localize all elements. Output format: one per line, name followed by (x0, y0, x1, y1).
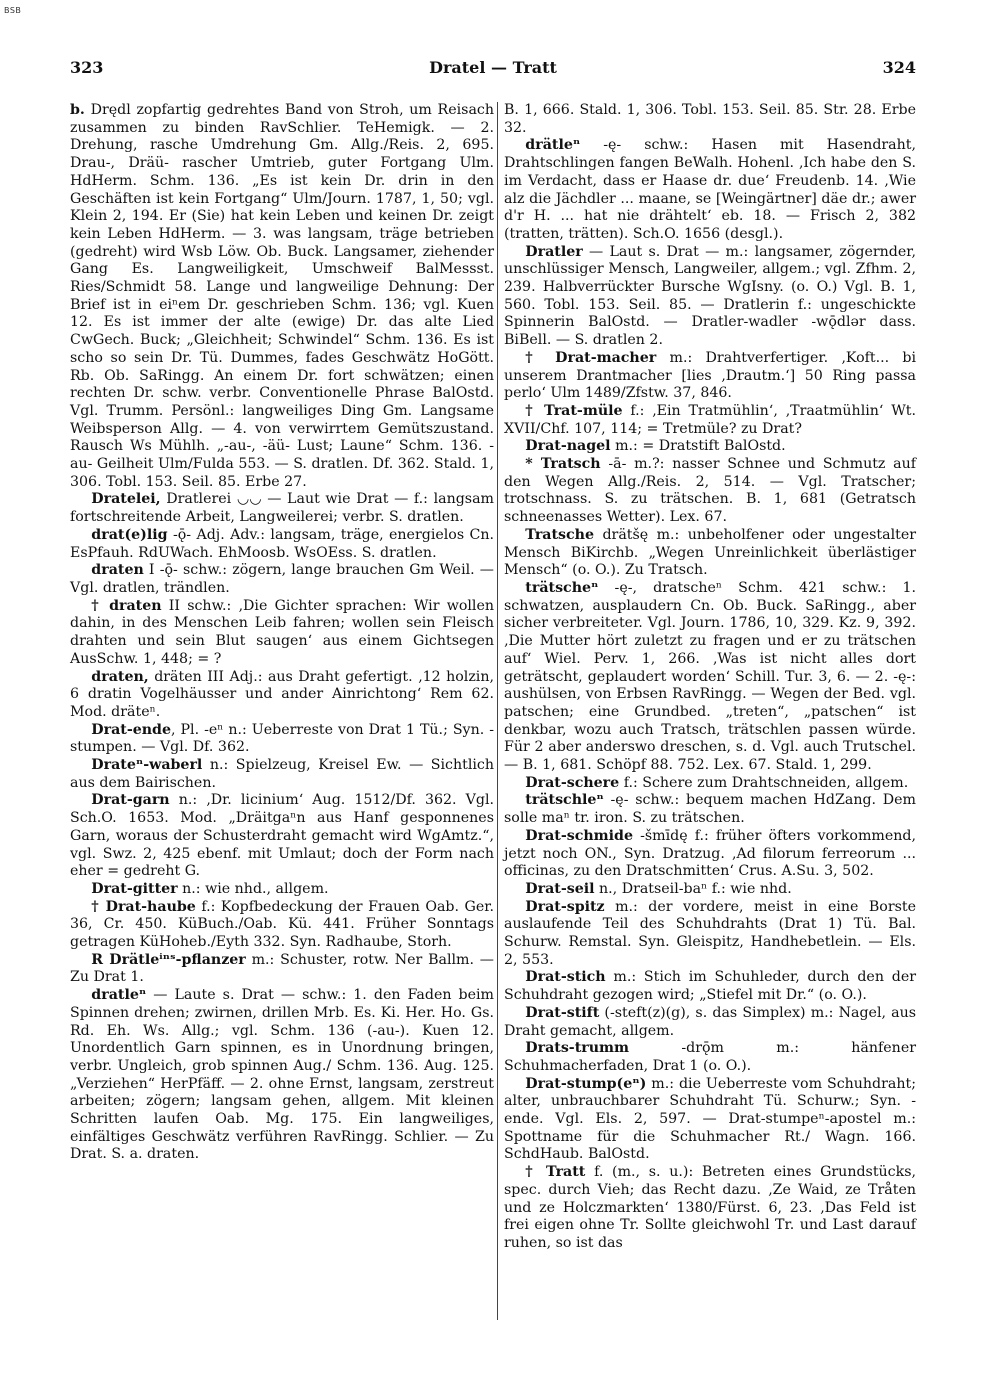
entry-text: -ā- m.?: nasser Schnee und Schmutz auf den Wegen Allg./Reis. 2, 514. — Vgl. Tratscher; trotschnass. S. zu trätschen. B. 1, 681 (Getratsch schneenasses Wetter). Lex. 67. (504, 456, 916, 526)
entry-headword: R Drätleⁱⁿˢ-pflanzer (91, 951, 246, 968)
entry-text: I -ǭ- schw.: zögern, lange brauchen Gm Weil. — Vgl. dratlen, trändlen. (70, 562, 494, 596)
entry-headword: Drat-nagel (525, 438, 611, 455)
dictionary-entry (504, 828, 916, 881)
entry-headword: draten (91, 562, 144, 579)
entry-headword: Drat-schmide (525, 827, 633, 844)
dictionary-entry (504, 456, 916, 527)
dictionary-entry (70, 881, 494, 899)
entry-headword: Tratsche (525, 526, 595, 543)
entry-text: -drǭm m.: hänfener Schuhmacherfaden, Drat 1 (o. O.). (504, 1040, 916, 1074)
dictionary-entry (504, 137, 916, 243)
entry-headword: trätscheⁿ (525, 579, 599, 596)
dictionary-entry (504, 244, 916, 350)
entry-text: drätšę m.: unbeholfener oder ungestalter Mensch BiKirchb. „Wegen Unreinlichkeit überlästiger Mensch“ (o. O.). Zu Tratsch. (504, 526, 916, 579)
entry-headword: Dratelei, (91, 491, 161, 508)
entry-text: B. 1, 666. Stald. 1, 306. Tobl. 153. Seil. 85. Str. 28. Erbe 32. (504, 102, 916, 136)
right-page-number: 324 (882, 58, 916, 77)
dictionary-entry (70, 757, 494, 792)
column-divider (497, 102, 498, 1320)
dictionary-entry (70, 598, 494, 669)
entry-text: m.: Schuster, rotw. Ner Ballm. — Zu Drat 1. (70, 951, 494, 986)
entry-headword: trätschleⁿ (525, 792, 604, 809)
entry-headword: Dratler (525, 243, 583, 260)
entry-text: n., Dratseil-baⁿ f.: wie nhd. (594, 880, 792, 897)
entry-text: -ę-, dratscheⁿ Schm. 421 schw.: 1. schwatzen, ausplaudern Cn. Ob. Buck. SaRingg., aber sicher verbreiteter. Vgl. Journ. 1786, 10, 329. Kz. 9, 392. ‚Die Mutter hört zuletzt zu fragen und er zu trätschen auf‘ Wiel. Perv. 1, 266. ‚Was ist nicht alles dort geträtscht, geplaudert worden‘ Schill. Tur. 3, 6. — 2. -ę-: aushülsen, von Erbsen RavRingg. — Wegen der Bed. vgl. patschen; eine Grundbed. „treten“, „patschen“ ist denkbar, wozu auch Tratsch, trätschlen passen würde. Für 2 aber anderswo dreschen, s. d. Vgl. auch Trutschel. — B. 1, 681. Schöpf 88. 752. Lex. 67. Stald. 1, 299. (504, 579, 916, 774)
running-title: Dratel — Tratt (429, 58, 557, 77)
entry-text: m.: die Ueberreste vom Schuhdraht; alter, unbrauchbarer Schuhdraht Tü. Schurw.; Syn. -ende. Vgl. Els. 2, 597. — Drat-stumpeⁿ-apostel m.: Spottname für die Schuhmacher Rt./ Wagn. 166. SchdHaub. BalOstd. (504, 1075, 916, 1163)
entry-text: -ǭ- Adj. Adv.: langsam, träge, energielos Cn. EsPfauh. RdUWach. EhMoosb. WsOEss. S. dratlen. (70, 526, 494, 561)
page-header (70, 58, 916, 84)
entry-headword: dratleⁿ (91, 987, 147, 1004)
entry-text: II schw.: ‚Die Gichter sprachen: Wir wollen dahin, in des Menschen Leib fahren; wollen sein Fleisch drahten und sein Blut saugen‘ aus einem Gichtsegen AusSchw. 1, 448; = ? (70, 597, 494, 667)
dictionary-entry (504, 1005, 916, 1040)
dictionary-entry (504, 899, 916, 970)
entry-headword: Drat-stift (525, 1004, 600, 1021)
dictionary-entry (70, 491, 494, 526)
entry-headword: † Drat-macher (525, 349, 657, 366)
entry-text: m.: Drahtverfertiger. ‚Koft... bi unserem Drantmacher [lies ‚Drautm.‘] 50 Ring passa perlo‘ Ulm 1489/Zfstw. 37, 846. (504, 349, 916, 402)
entry-headword: draten, (91, 668, 149, 685)
entry-text: — Laute s. Drat — schw.: 1. den Faden beim Spinnen drehen; zwirnen, drillen Mrb. Es. Ki. Her. Ho. Gs. Rd. Eh. Ws. Allg.; vgl. Schm. 136 (-au-). Kuen 12. Unordentlich Garn spinnen, es in Unordnung bringen, verbr. Ungleich, grob spinnen Aug./ Schm. 136. Aug. 125. „Verziehen“ HerPfäff. — 2. ohne Ernst, langsam, zerstreut arbeiten; zögern; langsam gehen, allgem. Mit kleinen Schritten laufen Oab. Mg. 175. Ein langweiliges, einfältiges Geschwätz verführen RavRingg. Schlier. — Zu Drat. S. a. draten. (70, 987, 494, 1163)
dictionary-entry (70, 102, 494, 491)
entry-headword: Drat-gitter (91, 880, 178, 897)
entry-text: m.: der vordere, meist in eine Borste auslaufende Teil des Schuhdrahts (Drat 1) Tü. Bal. Schurw. Remstal. Syn. Gleispitz, Handhebetlein. — Els. 2, 553. (504, 898, 916, 968)
dictionary-entry (70, 987, 494, 1164)
dictionary-entry (504, 881, 916, 899)
entry-text: Drędl zopfartig gedrehtes Band von Stroh, um Reisach zusammen zu binden RavSchlier. TeHemigk. — 2. Drehung, rasche Umdrehung Gm. Allg./Reis. 2, 695. Drau-, Dräü- rascher Umtrieb, guter Fortgang Ulm. HdHerm. Schm. 136. „Es ist kein Dr. drin in den Geschäften ist kein Fortgang“ Ulm/Journ. 1787, 1, 50; vgl. Klein 2, 194. Er (Sie) hat kein Leben und keinen Dr. zeigt kein Leben HdHerm. — 3. was langsam, träge betrieben (gedreht) wird Wsb Löw. Ob. Buck. Langsamer, ziehender Gang Es. Langweiligkeit, Umschweif BalMessst. Ries/Schmidt 58. Lange und langweilige Dehnung: Der Brief ist in eiⁿem Dr. geschrieben Schm. 136; vgl. Kuen 12. Es ist immer der alte (ewige) Dr. das alte Lied CwGech. Buck; „Gleichheit; Schwindel“ Schm. 136. Es ist scho so sein Dr. Tü. Dummes, fades Geschwätz HoGött. Rb. Ob. SaRingg. An einem Dr. fort schwätzen; einen rechten Dr. schw. verbr. Conventionelle Phrase BalOstd. Vgl. Trumm. Persönl.: langweiliges Ding Gm. Langsame Weibsperson Allg. — 4. von verwirrtem Gemütszustand. Rausch Ws Mühlh. „-au-, -äü- Lust; Laune“ Schm. 136. -au- Geilheit Ulm/Fulda 553. — S. dratlen. Df. 362. Stald. 1, 306. Tobl. 153. Seil. 85. Erbe 27. (70, 102, 494, 490)
dictionary-entry (504, 527, 916, 580)
entry-text: , Pl. -eⁿ n.: Ueberreste von Drat 1 Tü.; Syn. -stumpen. — Vgl. Df. 362. (70, 721, 494, 756)
dictionary-entry (504, 1040, 916, 1075)
entry-text: n.: Spielzeug, Kreisel Ew. — Sichtlich aus dem Bairischen. (70, 757, 494, 791)
entry-headword: b. (70, 102, 85, 118)
dictionary-entry (70, 562, 494, 597)
entry-headword: Drat-seil (525, 880, 595, 897)
entry-text: n.: wie nhd., allgem. (177, 880, 329, 897)
dictionary-entry (504, 1164, 916, 1253)
entry-headword: Drat-stich (525, 969, 606, 986)
entry-headword: drätleⁿ (525, 137, 581, 154)
entry-text: — Laut s. Drat — m.: langsamer, zögernder, unschlüssiger Mensch, Langweiler, allgem.; vgl. Zfhm. 2, 239. Halbverrückter Bursche WgIsny. (o. O.) Vgl. B. 1, 560. Tobl. 153. Seil. 85. — Dratlerin f.: ungeschickte Spinnerin BalOstd. — Dratler-wadler -wǭdlər dass. BiBell. — S. dratlen 2. (504, 243, 916, 349)
entry-headword: Drateⁿ-waberl (91, 757, 203, 774)
dictionary-entry (70, 527, 494, 562)
dictionary-entry (504, 102, 916, 137)
entry-text: Dratlerei ◡◡ — Laut wie Drat — f.: langsam fortschreitende Arbeit, Langweilerei; verbr. S. dratlen. (70, 491, 494, 526)
dictionary-entry (504, 438, 916, 456)
dictionary-entry (504, 350, 916, 403)
entry-text: -ę- schw.: bequem machen HdZang. Dem solle maⁿ tr. iron. S. zu trätschen. (504, 792, 916, 827)
entry-text: f.: Kopfbedeckung der Frauen Oab. Ger. 36, Cr. 450. KüBuch./Oab. Kü. 441. Früher Sonntags getragen KüHoheb./Eyth 332. Syn. Radhaube, Storh. (70, 898, 494, 951)
entry-headword: * Tratsch (525, 456, 601, 473)
dictionary-entry (504, 792, 916, 827)
entry-text: f. (m., s. u.): Betreten eines Grundstücks, spec. durch Vieh; das Recht dazu. ‚Ze Waid, ze Tråten und ze Holczmarkten‘ 1380/Fürst. 6, 23. ‚Das Feld ist frei eigen ohne Tr. Sollte gleichwohl Tr. und Last darauf ruhen, so ist das (504, 1164, 916, 1251)
entry-headword: drat(e)lig (91, 526, 168, 543)
entry-headword: Drat-ende (91, 721, 171, 738)
entry-headword: Drat-schere (525, 774, 620, 791)
dictionary-entry (70, 669, 494, 722)
left-column (70, 102, 494, 1164)
entry-text: -šmīdę f.: früher öfters vorkommend, jetzt noch ON., Syn. Dratzug. ‚Ad filorum ferreorum ... officinas, zu den Dratschmitten‘ Crus. A.Su. 3, 502. (504, 827, 916, 880)
entry-headword: Drat-garn (91, 792, 170, 809)
entry-text: f.: ‚Ein Tratmühlin‘, ‚Traatmühlin‘ Wt. XVII/Chf. 107, 114; = Tretmüle? zu Drat? (504, 402, 916, 437)
entry-headword: † Drat-haube (91, 898, 196, 915)
entry-text: m.: = Dratstift BalOstd. (610, 438, 786, 455)
entry-headword: † Trat-müle (525, 402, 623, 419)
dictionary-entry (504, 775, 916, 793)
dictionary-entry (70, 722, 494, 757)
right-column (504, 102, 916, 1253)
entry-headword: Drat-stump(eⁿ) (525, 1075, 647, 1092)
entry-headword: Drats-trumm (525, 1040, 630, 1057)
entry-headword: † Tratt (525, 1164, 586, 1181)
dictionary-entry (504, 580, 916, 775)
dictionary-entry (504, 1076, 916, 1165)
entry-headword: † draten (91, 597, 162, 614)
entry-headword: Drat-spitz (525, 898, 605, 915)
dictionary-entry (70, 792, 494, 881)
entry-text: (-steft(z)(g), s. das Simplex) m.: Nagel, aus Draht gemacht, allgem. (504, 1004, 916, 1039)
left-page-number: 323 (70, 58, 104, 77)
dictionary-entry (70, 899, 494, 952)
entry-text: m.: Stich im Schuhleder, durch den der Schuhdraht gezogen wird; „Stiefel mit Dr.“ (o. O.). (504, 969, 916, 1004)
dictionary-entry (504, 969, 916, 1004)
entry-text: -ę- schw.: Hasen mit Hasendraht, Drahtschlingen fangen BeWalh. Hohenl. ‚Ich habe den S. im Verdacht, dass er Haase dr. due‘ Freudenb. 14. ‚Wie alz die Jächdler ... maane, se [Weingärtner] däe dr.; awer d'r H. ... hat nie drähtelt‘ eb. 18. — Frisch 2, 382 (tratten, trätten). Sch.O. 1656 (desgl.). (504, 137, 916, 242)
dictionary-entry (70, 952, 494, 987)
library-stamp: BSB (4, 6, 22, 15)
entry-text: dräten III Adj.: aus Draht gefertigt. ‚12 holzin, 6 dratin Vogelhäusser und ander Ainrichtong‘ Rem 62. Mod. dräteⁿ. (70, 668, 494, 720)
entry-text: f.: Schere zum Drahtschneiden, allgem. (619, 774, 909, 791)
entry-text: n.: ‚Dr. licinium‘ Aug. 1512/Df. 362. Vgl. Sch.O. 1653. Mod. „Dräitgaⁿn aus Hanf gesponnenes Garn, woraus der Schusterdraht gemacht wird WgAmtz.“, vgl. Swz. 2, 425 ebenf. mit Umlaut; doch der Form nach eher = gedreht G. (70, 792, 494, 880)
dictionary-entry (504, 403, 916, 438)
